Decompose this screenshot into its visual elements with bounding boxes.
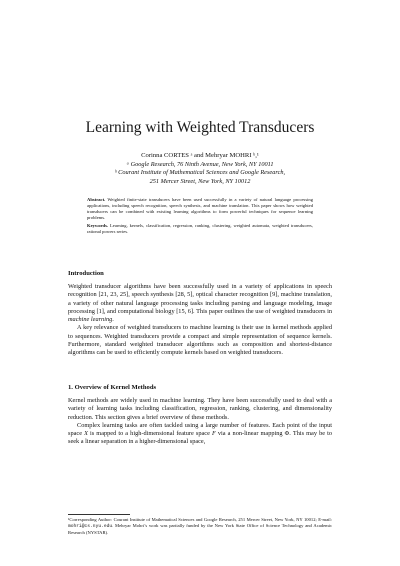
math-X: X [84, 430, 88, 438]
intro-paragraph-2: A key relevance of weighted transducers to machine learning is their use in kernel methods applied to sequences. Weighted transducers provide a compact and simple representation of sequence kernels. Furthermore, standard weighted transducer algorithms such as composition and shortest-distance algorithms can be used to efficiently compute kernels based on weighted transducers. [68, 324, 332, 357]
footnote: ¹Corresponding Author: Courant Institute of Mathematical Sciences and Google Research, 251 Mercer Street, New York, NY 10012; E-mail: mohri@cs.nyu.edu. Mehryar Mohri’s work was partially funded by the New York State Office of Science Technology and Academic Research (NYSTAR). [68, 517, 332, 536]
affiliation-address: 251 Mercer Street, New York, NY 10012 [149, 177, 251, 185]
author-line: Corinna CORTES ᵃ and Mehryar MOHRI ᵇ,¹ [141, 152, 259, 159]
intro-body [68, 283, 332, 358]
abstract-paragraph [87, 197, 313, 221]
keywords-text: Learning, kernels, classification, regression, ranking, clustering, weighted automata, weighted transducers, rational powers series. [87, 223, 313, 235]
affiliation-courant: ᵇ Courant Institute of Mathematical Sciences and Google Research, [114, 169, 286, 177]
abstract-block [87, 197, 313, 238]
affiliation-google: ᵃ Google Research, 76 Ninth Avenue, New York, NY 10011 [126, 161, 274, 168]
section-1-paragraph-1: Kernel methods are widely used in machine learning. They have been successfully used to deal with a variety of learning tasks including classification, regression, ranking, clustering, and dimensionality reduction. This section gives a brief overview of these methods. [68, 397, 332, 421]
section-1-paragraph-2: Complex learning tasks are often tackled using a large number of features. Each point of the input space X is mapped to a high-dimensional feature space F via a non-linear mapping Φ. This may be to seek a linear separation in a higher-dimensional space, [68, 421, 333, 446]
keywords-paragraph [87, 223, 313, 235]
intro-paragraph-1: Weighted transducer algorithms have been successfully used in a variety of applications in speech recognition [21, 23, 25], speech synthesis [28, 5], optical character recognition [9], machine translation, a variety of other natural language processing tasks including parsing and language modeling, image processing [1], and computational biology [15, 6]. This paper outlines the use of weighted transducers in machine learning. [68, 283, 332, 324]
footnote-rule [68, 514, 130, 515]
abstract-text: Weighted finite-state transducers have been used successfully in a variety of natural language processing applications, including speech recognition, speech synthesis, and machine translation. This paper shows how weighted transducers can be combined with existing learning algorithms to form powerful techniques for sequence learning problems. [87, 197, 313, 221]
paper-title: Learning with Weighted Transducers [85, 119, 315, 136]
intro-emphasis: machine learning [68, 316, 113, 324]
intro-heading: Introduction [68, 270, 104, 277]
footnote-email[interactable]: mohri@cs.nyu.edu [68, 524, 113, 530]
section-1-heading: 1. Overview of Kernel Methods [68, 384, 157, 391]
keywords-label: Keywords. [87, 223, 109, 229]
section-1-body [68, 397, 332, 447]
affiliations [0, 161, 400, 186]
abstract-label: Abstract. [87, 197, 106, 202]
math-F: F [211, 430, 216, 438]
